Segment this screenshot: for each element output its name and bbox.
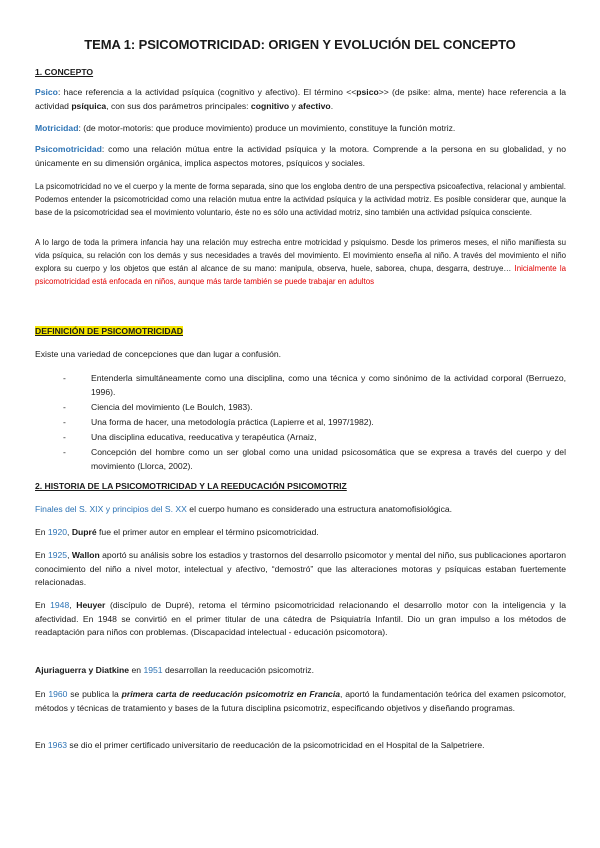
term-psicomotricidad: Psicomotricidad [35, 144, 102, 154]
year-1960: 1960 [48, 689, 68, 699]
definition-psico: Psico: hace referencia a la actividad psíquica (cognitivo y afectivo). El término <<psico>> (de psike: alma, mente) hace referencia a la actividad psíquica, con sus dos parámetros principales: cognitivo y afectivo. [35, 87, 567, 111]
term-psico: Psico [35, 87, 58, 97]
paragraph-perspectiva: La psicomotricidad no ve el cuerpo y la mente de forma separada, sino que los engloba dentro de una perspectiva psicoafectiva, relacional y ambiental. Podemos entender la psicomotricidad como una relación mutua entre la actividad psíquica y la actividad motriz. Es posible considerar que, aunque la base de la psicomotricidad sea el movimiento voluntario, éste no es sólo una actividad motriz, sino también una actividad psíquica consciente. [35, 182, 566, 217]
history-entry: En 1948, Heuyer (discípulo de Dupré), retoma el término psicomotricidad relacionando el desarrollo motor con la inteligencia y la afectividad. En 1948 se convirtió en el primer titular de una cátedra de Psiquiatría Infantil. Dio un gran impulso a los métodos de readaptación para niños con problemas. (Discapacidad intelectual - educación psicomotora). [35, 600, 566, 638]
definition-motricidad: Motricidad: (de motor-motoris: que produce movimiento) produce un movimiento, constituye la función motriz. [35, 123, 456, 133]
paragraph-infancia: A lo largo de toda la primera infancia hay una relación muy estrecha entre motricidad y psiquismo. Desde los primeros meses, el niño manifiesta su vida psíquica, su relación con los demás y sus necesidades a través del movimiento. El movimiento enseña al niño. A través del movimiento el niño explora su cuerpo y los objetos que están al alcance de su mano: manipula, observa, huele, saborea, chupa, desgarra, destruye… Inicialmente la psicomotricidad está enfocada en niños, aunque más tarde también se puede trabajar en adultos [35, 238, 566, 286]
definicion-list [63, 372, 566, 475]
history-entry: En 1925, Wallon aportó su análisis sobre los estadios y trastornos del desarrollo psicomotor y mental del niño, sus publicaciones aportaron conocimiento del niño a nivel motor, intelectual y afectivo, “demostró” que las alteraciones motoras y psíquicas estaban fuertemente relacionadas. [35, 550, 566, 588]
history-entry: En 1920, Dupré fue el primer autor en emplear el término psicomotricidad. [35, 527, 319, 537]
section-heading-definicion: DEFINICIÓN DE PSICOMOTRICIDAD [35, 326, 184, 336]
list-item: - Entenderla simultáneamente como una disciplina, como una técnica y como sinónimo de la actividad corporal (Berruezo, 1996). [63, 373, 566, 397]
section-heading-historia: 2. HISTORIA DE LA PSICOMOTRICIDAD Y LA REEDUCACIÓN PSICOMOTRIZ [35, 481, 347, 491]
highlight-note-red: Inicialmente la psicomotricidad está enfocada en niños, aunque más tarde también se puede trabajar en adultos [35, 264, 566, 286]
section-heading-concepto: 1. CONCEPTO [35, 67, 94, 77]
list-item: - Una forma de hacer, una metodología práctica (Lapierre et al, 1997/1982). [63, 416, 374, 427]
term-motricidad: Motricidad [35, 123, 79, 133]
history-entry: Ajuriaguerra y Diatkine en 1951 desarrollan la reeducación psicomotriz. [35, 665, 314, 675]
year-1948: 1948 [50, 600, 70, 610]
list-item: - Ciencia del movimiento (Le Boulch, 1983). [63, 401, 253, 412]
year-1920: 1920 [47, 527, 68, 537]
definition-psicomotricidad: Psicomotricidad: como una relación mútua entre la actividad psíquica y la motora. Comprende a la persona en su globalidad, y no únicamente en su dimensión orgánica, implica aspectos motores, psíquicos y sociales. [35, 144, 566, 168]
history-entry: En 1963 se dio el primer certificado universitario de reeducación de la psicomotricidad en el Hospital de la Salpetriere. [35, 740, 485, 750]
year-1963: 1963 [47, 740, 68, 750]
year-1925: 1925 [47, 550, 68, 560]
definicion-intro: Existe una variedad de concepciones que dan lugar a confusión. [35, 349, 282, 359]
page-title: TEMA 1: PSICOMOTRICIDAD: ORIGEN Y EVOLUCIÓN DEL CONCEPTO [84, 37, 516, 52]
list-item: - Concepción del hombre como un ser global como una unidad psicosomática que se expresa a través del cuerpo y del movimiento (Llorca, 2002). [63, 446, 566, 471]
list-item: - Una disciplina educativa, reeducativa y terapéutica (Arnaiz, [63, 431, 317, 442]
history-entry: Finales del S. XIX y principios del S. XX el cuerpo humano es considerado una estructura anatomofisiológica. [35, 504, 453, 514]
year-1951: 1951 [143, 665, 163, 675]
history-entry: En 1960 se publica la primera carta de reeducación psicomotriz en Francia, aportó la fundamentación teórica del examen psicomotor, métodos y técnicas de tratamiento y bases de la futura disciplina psicomotriz, especificando objetivos y diseñando programas. [35, 689, 566, 713]
